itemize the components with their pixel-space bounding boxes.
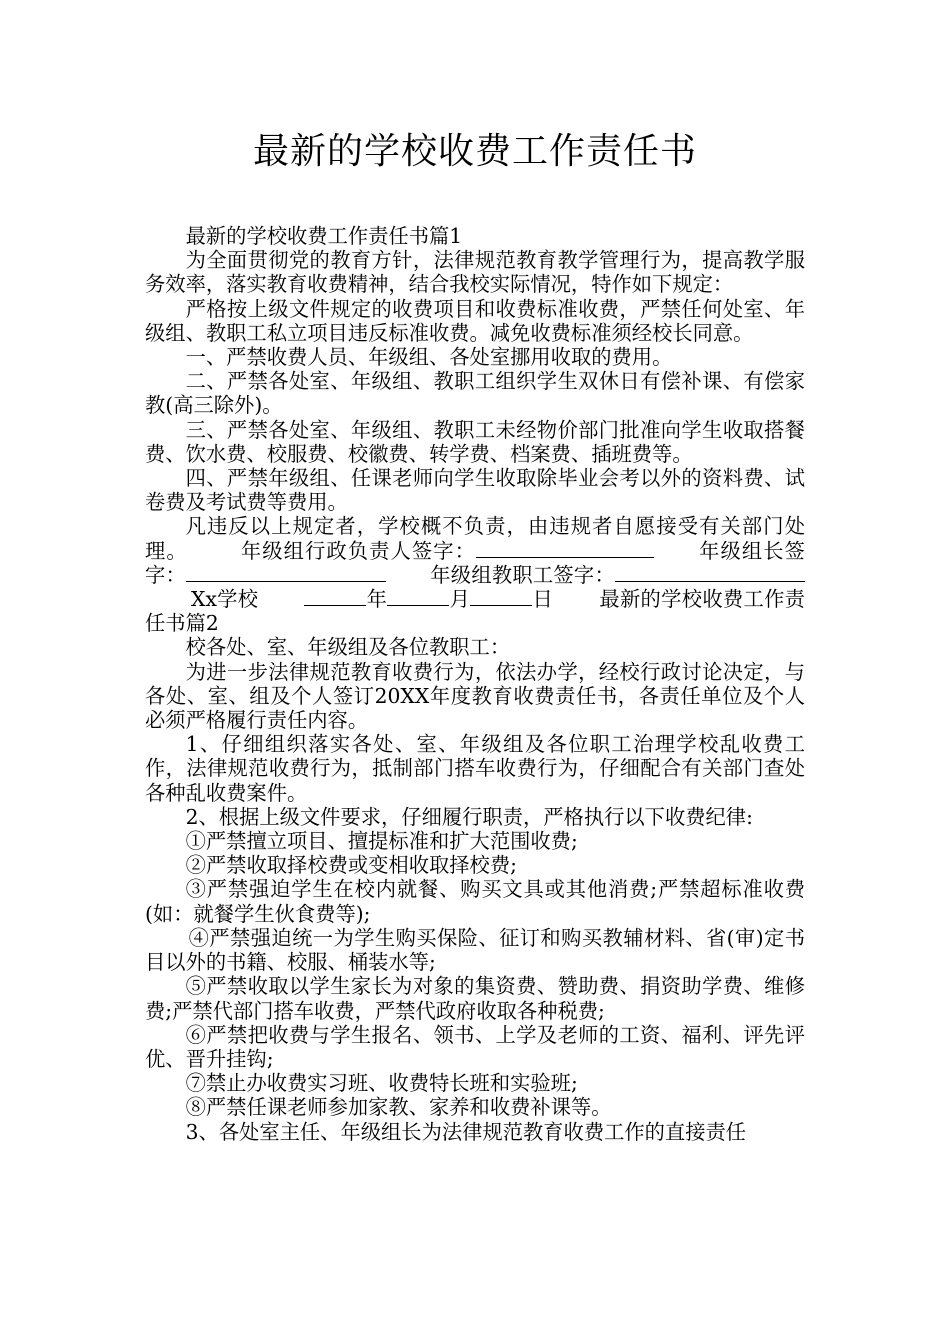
day-label: 日 <box>532 587 554 612</box>
paragraph: 2、根据上级文件要求，仔细履行职责，严格执行以下收费纪律: <box>185 804 753 829</box>
list-item: ⑤严禁收取以学生家长为对象的集资费、赞助费、捐资助学费、维修费;严禁代部门搭车收费，严禁代政府收取各种税费; <box>145 974 805 1023</box>
list-item: ④严禁强迫统一为学生购买保险、征订和购买教辅材料、省(审)定书目以外的书籍、校服、桶装水等; <box>145 925 805 975</box>
paragraph: 严格按上级文件规定的收费项目和收费标准收费，严禁任何处室、年级组、教职工私立项目违反标准收费。减免收费标准须经校长同意。 <box>145 296 805 345</box>
list-item: ②严禁收取择校费或变相收取择校费; <box>185 853 517 878</box>
leader-signature-label: 年级组长签字： <box>145 538 805 587</box>
paragraph: 为进一步法律规范教育收费行为，依法办学，经校行政讨论决定，与各处、室、组及个人签订20XX年度教育收费责任书，各责任单位及个人必须严格履行责任内容。 <box>145 659 805 733</box>
document-body <box>145 224 805 1144</box>
paragraph: 三、严禁各处室、年级组、教职工未经物价部门批准向学生收取搭餐费、饮水费、校服费、校徽费、转学费、档案费、插班费等。 <box>145 417 805 466</box>
paragraph: 四、严禁年级组、任课老师向学生收取除毕业会考以外的资料费、试卷费及考试费等费用。 <box>145 466 805 515</box>
paragraph: 校各处、室、年级组及各位教职工： <box>185 635 511 660</box>
paragraph: 为全面贯彻党的教育方针，法律规范教育教学管理行为，提高教学服务效率，落实教育收费精神，结合我校实际情况，特作如下规定： <box>145 248 805 297</box>
paragraph: 3、各处室主任、年级组长为法律规范教育收费工作的直接责任 <box>185 1119 747 1144</box>
month-label: 月 <box>449 587 471 612</box>
paragraph: 1、仔细组织落实各处、室、年级组及各位职工治理学校乱收费工作，法律规范收费行为，抵制部门搭车收费行为，仔细配合有关部门查处各种乱收费案件。 <box>145 732 805 805</box>
list-item: ⑧严禁任课老师参加家教、家养和收费补课等。 <box>185 1095 612 1120</box>
year-line <box>304 604 366 606</box>
paragraph: 一、严禁收费人员、年级组、各处室挪用收取的费用。 <box>185 345 673 370</box>
month-line <box>387 604 449 606</box>
signature-lead: 凡违反以上规定者，学校概不负责，由违规者自愿接受有关部门处理。 <box>145 514 805 563</box>
year-label: 年 <box>366 587 388 612</box>
staff-signature-label: 年级组教职工签字： <box>430 562 615 587</box>
paragraph: 二、严禁各处室、年级组、教职工组织学生双休日有偿补课、有偿家教(高三除外)。 <box>145 369 805 418</box>
list-item: ⑥严禁把收费与学生报名、领书、上学及老师的工资、福利、评先评优、晋升挂钩; <box>145 1022 805 1071</box>
staff-signature-line <box>615 580 805 582</box>
section-heading-2: 最新的学校收费工作责任书篇2 <box>145 587 805 636</box>
admin-signature-line <box>476 556 654 558</box>
signature-block <box>145 514 805 635</box>
list-item: ③严禁强迫学生在校内就餐、购买文具或其他消费;严禁超标准收费(如：就餐学生伙食费等); <box>145 877 805 926</box>
list-item: ⑦禁止办收费实习班、收费特长班和实验班; <box>185 1071 578 1096</box>
document-title: 最新的学校收费工作责任书 <box>252 131 697 172</box>
day-line <box>470 604 532 606</box>
school-name: Xx学校 <box>191 587 259 612</box>
leader-signature-line <box>186 580 386 582</box>
section-heading-1: 最新的学校收费工作责任书篇1 <box>185 224 463 248</box>
list-item: ①严禁擅立项目、擅提标准和扩大范围收费; <box>185 829 578 854</box>
admin-signature-label: 年级组行政负责人签字： <box>239 538 477 563</box>
